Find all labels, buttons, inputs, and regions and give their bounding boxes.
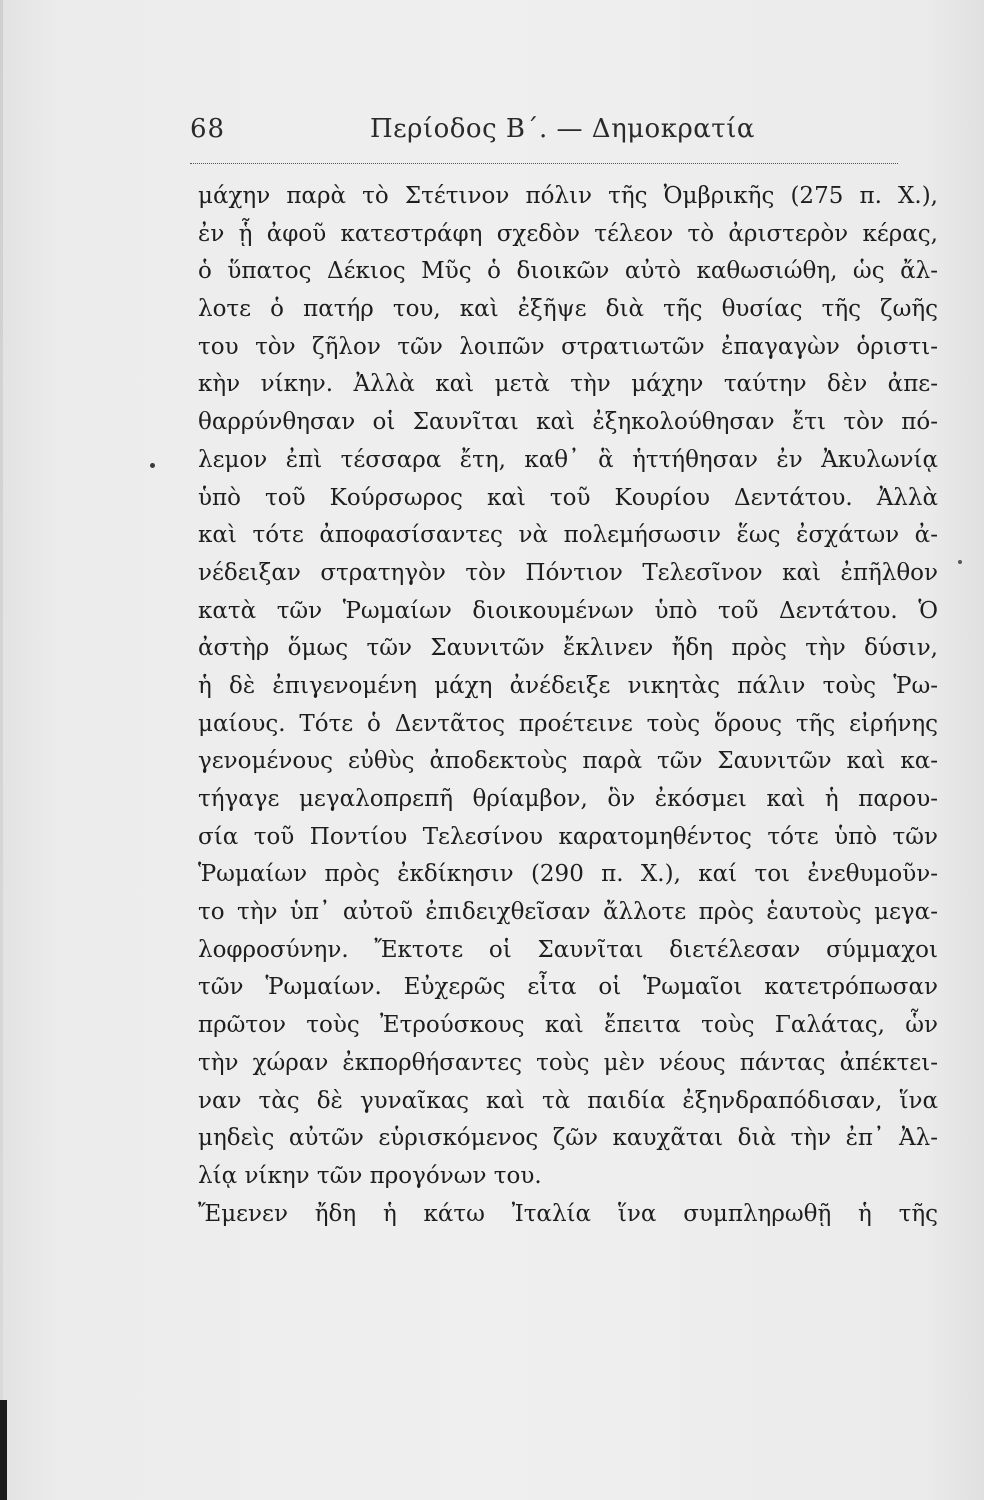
text-line: τῶν Ῥωμαίων. Εὐχερῶς εἶτα οἱ Ῥωμαῖοι κατετρόπωσαν <box>198 974 938 1001</box>
text-line: θαρρύνθησαν οἱ Σαυνῖται καὶ ἐξηκολούθησαν ἔτι τὸν πό- <box>198 409 938 436</box>
paragraph-end-line: λίᾳ νίκην τῶν προγόνων του. <box>198 1162 542 1189</box>
text-line: ὑπὸ τοῦ Κούρσωρος καὶ τοῦ Κουρίου Δεντάτου. Ἀλλὰ <box>198 484 938 511</box>
running-head-title: Περίοδος Β΄. — Δημοκρατία <box>370 114 755 144</box>
text-line: λεμον ἐπὶ τέσσαρα ἔτη, καθ᾽ ἃ ἡττήθησαν ἐν Ἀκυλωνίᾳ <box>198 446 938 473</box>
header-dotted-rule <box>190 163 898 164</box>
text-line: κατὰ τῶν Ῥωμαίων διοικουμένων ὑπὸ τοῦ Δεντάτου. Ὁ <box>198 597 938 624</box>
text-line: ἐν ᾗ ἀφοῦ κατεστράφη σχεδὸν τέλεον τὸ ἀριστερὸν κέρας, <box>198 220 938 247</box>
text-line: του τὸν ζῆλον τῶν λοιπῶν στρατιωτῶν ἐπαγαγὼν ὁριστι- <box>198 333 938 360</box>
text-line: μάχην παρὰ τὸ Στέτινον πόλιν τῆς Ὀμβρικῆς (275 π. Χ.), <box>198 183 938 209</box>
text-line: σία τοῦ Ποντίου Τελεσίνου καρατομηθέντος τότε ὑπὸ τῶν <box>198 823 938 850</box>
text-line: το τὴν ὑπ᾽ αὐτοῦ ἐπιδειχθεῖσαν ἄλλοτε πρὸς ἑαυτοὺς μεγα- <box>198 899 938 926</box>
text-line: ἀστὴρ ὅμως τῶν Σαυνιτῶν ἔκλινεν ἤδη πρὸς τὴν δύσιν, <box>198 635 938 662</box>
text-line: γενομένους εὐθὺς ἀποδεκτοὺς παρὰ τῶν Σαυνιτῶν καὶ κα- <box>198 748 938 775</box>
scan-speck <box>150 463 155 468</box>
text-line: Ῥωμαίων πρὸς ἐκδίκησιν (290 π. Χ.), καί τοι ἐνεθυμοῦν- <box>198 861 938 888</box>
text-line: ἡ δὲ ἐπιγενομένη μάχη ἀνέδειξε νικητὰς πάλιν τοὺς Ῥω- <box>198 672 938 699</box>
text-line: μηδεὶς αὐτῶν εὑρισκόμενος ζῶν καυχᾶται διὰ τὴν ἐπ᾽ Ἀλ- <box>198 1125 938 1152</box>
scan-speck <box>958 560 962 564</box>
scan-edge-dark <box>0 1400 7 1500</box>
body-text <box>198 178 938 1233</box>
page-number: 68 <box>190 114 226 144</box>
text-line: τὴν χώραν ἐκπορθήσαντες τοὺς μὲν νέους πάντας ἀπέκτει- <box>198 1049 938 1076</box>
text-line: μαίους. Τότε ὁ Δεντᾶτος προέτεινε τοὺς ὅρους τῆς εἰρήνης <box>198 710 938 737</box>
text-line: τήγαγε μεγαλοπρεπῆ θρίαμβον, ὃν ἐκόσμει καὶ ἡ παρου- <box>198 786 938 812</box>
text-line: λοφροσύνην. Ἔκτοτε οἱ Σαυνῖται διετέλεσαν σύμμαχοι <box>198 936 938 963</box>
text-line: κὴν νίκην. Ἀλλὰ καὶ μετὰ τὴν μάχην ταύτην δὲν ἀπε- <box>198 371 938 398</box>
running-head <box>190 112 898 156</box>
text-line: λοτε ὁ πατήρ του, καὶ ἐξῆψε διὰ τῆς θυσίας τῆς ζωῆς <box>198 296 938 323</box>
text-line: νέδειξαν στρατηγὸν τὸν Πόντιον Τελεσῖνον καὶ ἐπῆλθον <box>198 559 938 586</box>
page-gutter-shadow <box>0 0 3 1500</box>
text-line: ὁ ὕπατος Δέκιος Μῦς ὁ διοικῶν αὐτὸ καθωσιώθη, ὡς ἄλ- <box>198 258 938 285</box>
paragraph-start-line: Ἔμενεν ἤδη ἡ κάτω Ἰταλία ἵνα συμπληρωθῇ ἡ τῆς <box>198 1200 938 1227</box>
text-line: καὶ τότε ἀποφασίσαντες νὰ πολεμήσωσιν ἕως ἐσχάτων ἀ- <box>198 522 938 549</box>
text-line: ναν τὰς δὲ γυναῖκας καὶ τὰ παιδία ἐξηνδραπόδισαν, ἵνα <box>198 1087 938 1114</box>
text-line: πρῶτον τοὺς Ἐτρούσκους καὶ ἔπειτα τοὺς Γαλάτας, ὧν <box>198 1012 938 1039</box>
